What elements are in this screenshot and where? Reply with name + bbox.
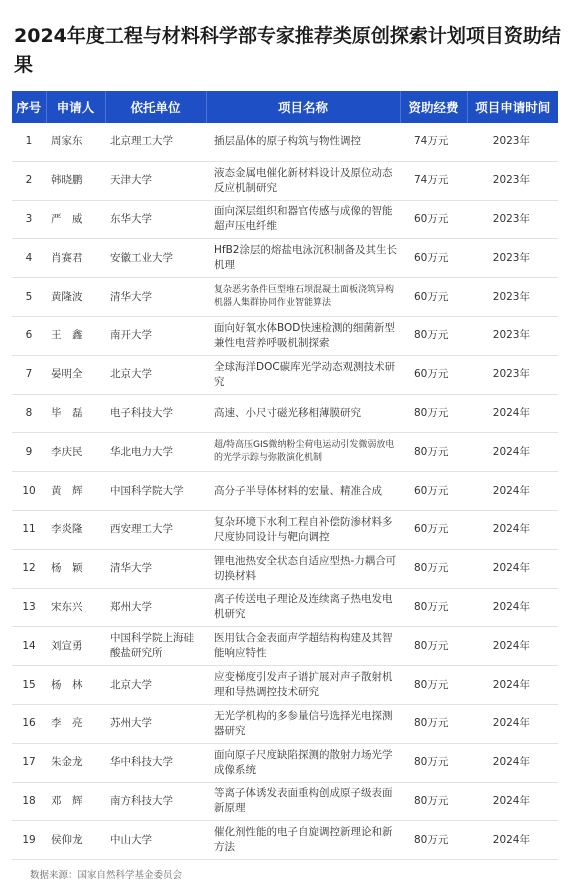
cell-project: 插层晶体的原子构筑与物性调控: [206, 123, 400, 161]
cell-year: 2024年: [467, 394, 558, 433]
cell-year: 2023年: [467, 161, 558, 200]
cell-applicant: 李庆民: [46, 433, 105, 472]
cell-project: 高分子半导体材料的宏量、精准合成: [206, 472, 400, 511]
table-row: [12, 316, 558, 355]
cell-funding: 60万元: [400, 472, 467, 511]
cell-applicant: 李 亮: [46, 704, 105, 743]
cell-funding: 80万元: [400, 588, 467, 627]
table-row: [12, 510, 558, 549]
cell-no: 11: [12, 510, 46, 549]
cell-no: 10: [12, 472, 46, 511]
cell-funding: 60万元: [400, 278, 467, 317]
cell-no: 16: [12, 704, 46, 743]
cell-no: 12: [12, 549, 46, 588]
table-row: [12, 588, 558, 627]
cell-no: 2: [12, 161, 46, 200]
cell-funding: 74万元: [400, 123, 467, 161]
cell-project: 超/特高压GIS微纳粉尘荷电运动引发微弱放电的光学示踪与弥散演化机制: [206, 433, 400, 472]
cell-applicant: 侯仰龙: [46, 821, 105, 860]
cell-no: 15: [12, 666, 46, 705]
header-year: 项目申请时间: [467, 91, 558, 123]
cell-project: 高速、小尺寸磁光移相薄膜研究: [206, 394, 400, 433]
cell-applicant: 肖赛君: [46, 239, 105, 278]
cell-no: 17: [12, 743, 46, 782]
cell-year: 2024年: [467, 821, 558, 860]
cell-funding: 74万元: [400, 161, 467, 200]
cell-institution: 东华大学: [105, 200, 206, 239]
cell-project: 应变梯度引发声子谱扩展对声子散射机理和导热调控技术研究: [206, 666, 400, 705]
cell-no: 9: [12, 433, 46, 472]
cell-institution: 中国科学院大学: [105, 472, 206, 511]
data-source: 数据来源：国家自然科学基金委员会: [30, 870, 183, 881]
cell-funding: 80万元: [400, 549, 467, 588]
cell-applicant: 王 鑫: [46, 316, 105, 355]
table-row: [12, 433, 558, 472]
table-row: [12, 743, 558, 782]
cell-institution: 安徽工业大学: [105, 239, 206, 278]
table-row: [12, 239, 558, 278]
cell-no: 8: [12, 394, 46, 433]
cell-no: 3: [12, 200, 46, 239]
cell-institution: 华中科技大学: [105, 743, 206, 782]
cell-funding: 60万元: [400, 355, 467, 394]
cell-year: 2023年: [467, 239, 558, 278]
table-row: [12, 355, 558, 394]
cell-institution: 郑州大学: [105, 588, 206, 627]
cell-year: 2024年: [467, 743, 558, 782]
table-row: [12, 549, 558, 588]
cell-year: 2024年: [467, 588, 558, 627]
cell-applicant: 黄隆波: [46, 278, 105, 317]
table-row: [12, 782, 558, 821]
header-institution: 依托单位: [105, 91, 206, 123]
cell-applicant: 严 威: [46, 200, 105, 239]
cell-institution: 西安理工大学: [105, 510, 206, 549]
cell-institution: 苏州大学: [105, 704, 206, 743]
cell-year: 2024年: [467, 472, 558, 511]
cell-funding: 60万元: [400, 239, 467, 278]
cell-funding: 60万元: [400, 200, 467, 239]
table-row: [12, 200, 558, 239]
cell-year: 2023年: [467, 355, 558, 394]
header-applicant: 申请人: [46, 91, 105, 123]
table-row: [12, 821, 558, 860]
cell-project: 医用钛合金表面声学超结构构建及其智能响应特性: [206, 627, 400, 666]
cell-funding: 80万元: [400, 821, 467, 860]
cell-applicant: 李炎隆: [46, 510, 105, 549]
table-row: [12, 394, 558, 433]
cell-funding: 80万元: [400, 433, 467, 472]
cell-project: 面向好氧水体BOD快速检测的细菌新型兼性电营养呼吸机制探索: [206, 316, 400, 355]
cell-funding: 80万元: [400, 394, 467, 433]
table-row: [12, 704, 558, 743]
cell-year: 2024年: [467, 549, 558, 588]
cell-no: 14: [12, 627, 46, 666]
cell-applicant: 邓 辉: [46, 782, 105, 821]
cell-institution: 北京大学: [105, 666, 206, 705]
cell-year: 2024年: [467, 666, 558, 705]
cell-project: 等离子体诱发表面重构创成原子级表面新原理: [206, 782, 400, 821]
cell-no: 1: [12, 123, 46, 161]
header-project: 项目名称: [206, 91, 400, 123]
cell-project: 离子传送电子理论及连续离子热电发电机研究: [206, 588, 400, 627]
cell-year: 2023年: [467, 316, 558, 355]
cell-funding: 80万元: [400, 627, 467, 666]
cell-funding: 80万元: [400, 316, 467, 355]
cell-project: 无光学机构的多参量信号选择光电探测器研究: [206, 704, 400, 743]
cell-no: 4: [12, 239, 46, 278]
cell-no: 13: [12, 588, 46, 627]
table-header-row: [12, 91, 558, 123]
cell-applicant: 刘宣勇: [46, 627, 105, 666]
cell-year: 2023年: [467, 200, 558, 239]
cell-institution: 中山大学: [105, 821, 206, 860]
cell-project: HfB2涂层的熔盐电泳沉积制备及其生长机理: [206, 239, 400, 278]
table-row: [12, 278, 558, 317]
table-row: [12, 666, 558, 705]
cell-no: 6: [12, 316, 46, 355]
table-row: [12, 161, 558, 200]
cell-funding: 80万元: [400, 743, 467, 782]
cell-project: 面向原子尺度缺陷探测的散射力场光学成像系统: [206, 743, 400, 782]
cell-project: 复杂恶劣条件巨型堆石坝混凝土面板浇筑异构机器人集群协同作业智能算法: [206, 278, 400, 317]
cell-institution: 北京理工大学: [105, 123, 206, 161]
cell-applicant: 晏明全: [46, 355, 105, 394]
cell-project: 锂电池热安全状态自适应型热-力耦合可切换材料: [206, 549, 400, 588]
cell-applicant: 毕 磊: [46, 394, 105, 433]
cell-project: 面向深层组织和器官传感与成像的智能超声压电纤维: [206, 200, 400, 239]
cell-applicant: 杨 颖: [46, 549, 105, 588]
cell-year: 2024年: [467, 627, 558, 666]
cell-applicant: 朱金龙: [46, 743, 105, 782]
table-row: [12, 472, 558, 511]
cell-applicant: 周家东: [46, 123, 105, 161]
cell-project: 催化剂性能的电子自旋调控新理论和新方法: [206, 821, 400, 860]
table-row: [12, 627, 558, 666]
cell-institution: 南方科技大学: [105, 782, 206, 821]
cell-institution: 电子科技大学: [105, 394, 206, 433]
cell-institution: 华北电力大学: [105, 433, 206, 472]
cell-institution: 北京大学: [105, 355, 206, 394]
header-funding: 资助经费: [400, 91, 467, 123]
cell-year: 2024年: [467, 782, 558, 821]
cell-applicant: 黄 辉: [46, 472, 105, 511]
cell-year: 2024年: [467, 433, 558, 472]
cell-institution: 天津大学: [105, 161, 206, 200]
page-title: 2024年度工程与材料科学部专家推荐类原创探索计划项目资助结果: [14, 25, 561, 76]
table-row: [12, 123, 558, 161]
cell-funding: 80万元: [400, 782, 467, 821]
cell-no: 18: [12, 782, 46, 821]
cell-funding: 60万元: [400, 510, 467, 549]
cell-year: 2023年: [467, 278, 558, 317]
cell-project: 全球海洋DOC碳库光学动态观测技术研究: [206, 355, 400, 394]
cell-applicant: 杨 林: [46, 666, 105, 705]
grant-results-table: [12, 91, 558, 860]
cell-applicant: 宋东兴: [46, 588, 105, 627]
cell-institution: 南开大学: [105, 316, 206, 355]
cell-year: 2023年: [467, 123, 558, 161]
cell-institution: 清华大学: [105, 278, 206, 317]
header-no: 序号: [12, 91, 46, 123]
cell-institution: 清华大学: [105, 549, 206, 588]
cell-applicant: 韩晓鹏: [46, 161, 105, 200]
cell-year: 2024年: [467, 510, 558, 549]
cell-funding: 80万元: [400, 666, 467, 705]
cell-no: 19: [12, 821, 46, 860]
cell-no: 7: [12, 355, 46, 394]
cell-project: 复杂环境下水利工程自补偿防渗材料多尺度协同设计与靶向调控: [206, 510, 400, 549]
cell-funding: 80万元: [400, 704, 467, 743]
cell-institution: 中国科学院上海硅酸盐研究所: [105, 627, 206, 666]
cell-project: 液态金属电催化新材料设计及原位动态反应机制研究: [206, 161, 400, 200]
cell-no: 5: [12, 278, 46, 317]
cell-year: 2024年: [467, 704, 558, 743]
